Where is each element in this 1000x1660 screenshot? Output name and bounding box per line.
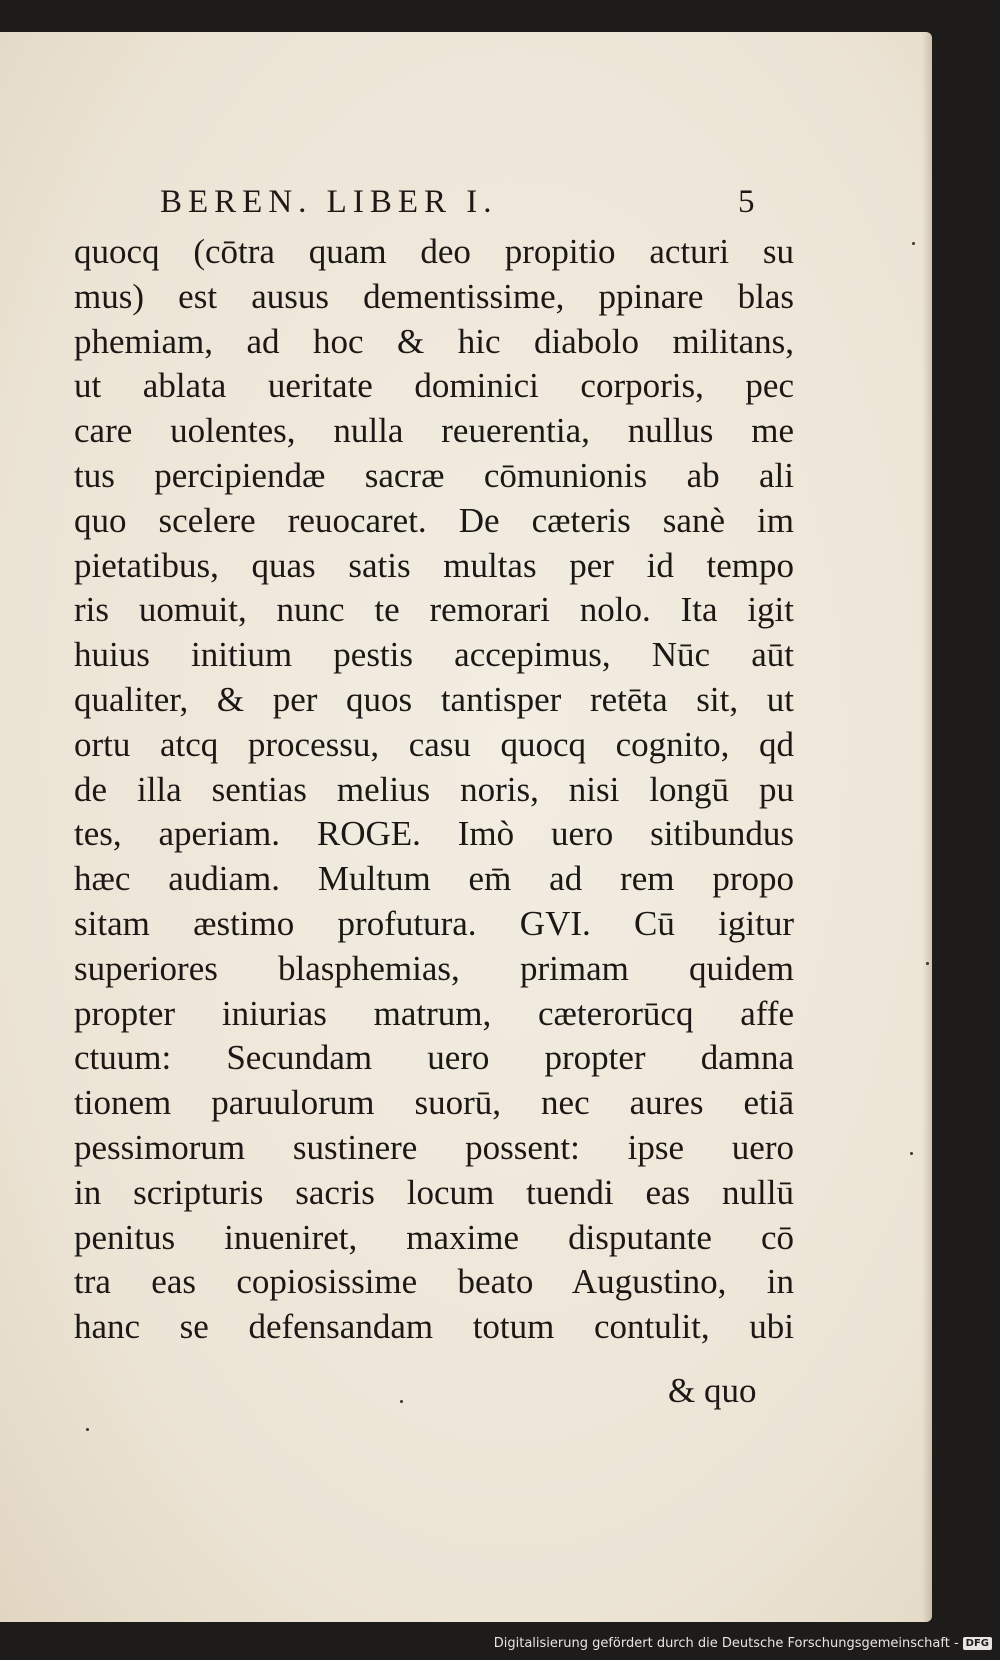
text-line: tes, aperiam. ROGE. Imò uero sitibundus: [74, 814, 794, 854]
page-number: 5: [738, 184, 755, 220]
ink-speck: [926, 962, 929, 965]
text-line: hæc audiam. Multum em̄ ad rem propo: [74, 859, 794, 899]
text-line: pietatibus, quas satis multas per id tempo: [74, 545, 794, 585]
text-line: ortu atcq processu, casu quocq cognito, qd: [74, 724, 794, 764]
digitization-credit: [494, 1632, 992, 1654]
text-line: care uolentes, nulla reuerentia, nullus me: [74, 411, 794, 451]
page-edge: [922, 32, 932, 1622]
text-line: sitam æstimo profutura. GVI. Cū igitur: [74, 903, 794, 943]
text-line: quo scelere reuocaret. De cæteris sanè im: [74, 500, 794, 540]
text-line: mus) est ausus dementissime, ppinare blas: [74, 276, 794, 316]
text-line: pessimorum sustinere possent: ipse uero: [74, 1127, 794, 1167]
text-line: in scripturis sacris locum tuendi eas nullū: [74, 1172, 794, 1212]
body-text: [74, 230, 794, 1350]
credit-text: Digitalisierung gefördert durch die Deutsche Forschungsgemeinschaft -: [493, 1635, 959, 1651]
text-line: propter iniurias matrum, cæterorūcq affe: [74, 993, 794, 1033]
text-line: ris uomuit, nunc te remorari nolo. Ita igit: [74, 590, 794, 630]
ink-speck: [400, 1400, 403, 1403]
ink-speck: [912, 242, 915, 245]
text-line: de illa sentias melius noris, nisi longū pu: [74, 769, 794, 809]
ink-speck: [86, 1428, 89, 1431]
catchword: & quo: [668, 1371, 757, 1410]
running-header: [160, 184, 780, 228]
text-line: quocq (cōtra quam deo propitio acturi su: [74, 232, 794, 271]
text-line: phemiam, ad hoc & hic diabolo militans,: [74, 321, 794, 361]
text-line: tionem paruulorum suorū, nec aures etiā: [74, 1083, 794, 1123]
text-line: ctuum: Secundam uero propter damna: [74, 1038, 794, 1078]
running-title: BEREN. LIBER I.: [160, 184, 498, 220]
text-line: qualiter, & per quos tantisper retēta sit, ut: [74, 679, 794, 719]
text-line: penitus inueniret, maxime disputante cō: [74, 1217, 794, 1257]
text-line: superiores blasphemias, primam quidem: [74, 948, 794, 988]
text-line: tra eas copiosissime beato Augustino, in: [74, 1262, 794, 1302]
ink-speck: [910, 1152, 913, 1155]
text-line: tus percipiendæ sacræ cōmunionis ab ali: [74, 455, 794, 495]
text-line: huius initium pestis accepimus, Nūc aūt: [74, 635, 794, 675]
text-line: hanc se defensandam totum contulit, ubi: [74, 1307, 794, 1347]
text-line: ut ablata ueritate dominici corporis, pec: [74, 366, 794, 406]
dfg-logo: DFG: [963, 1637, 992, 1650]
book-page: [0, 32, 932, 1622]
